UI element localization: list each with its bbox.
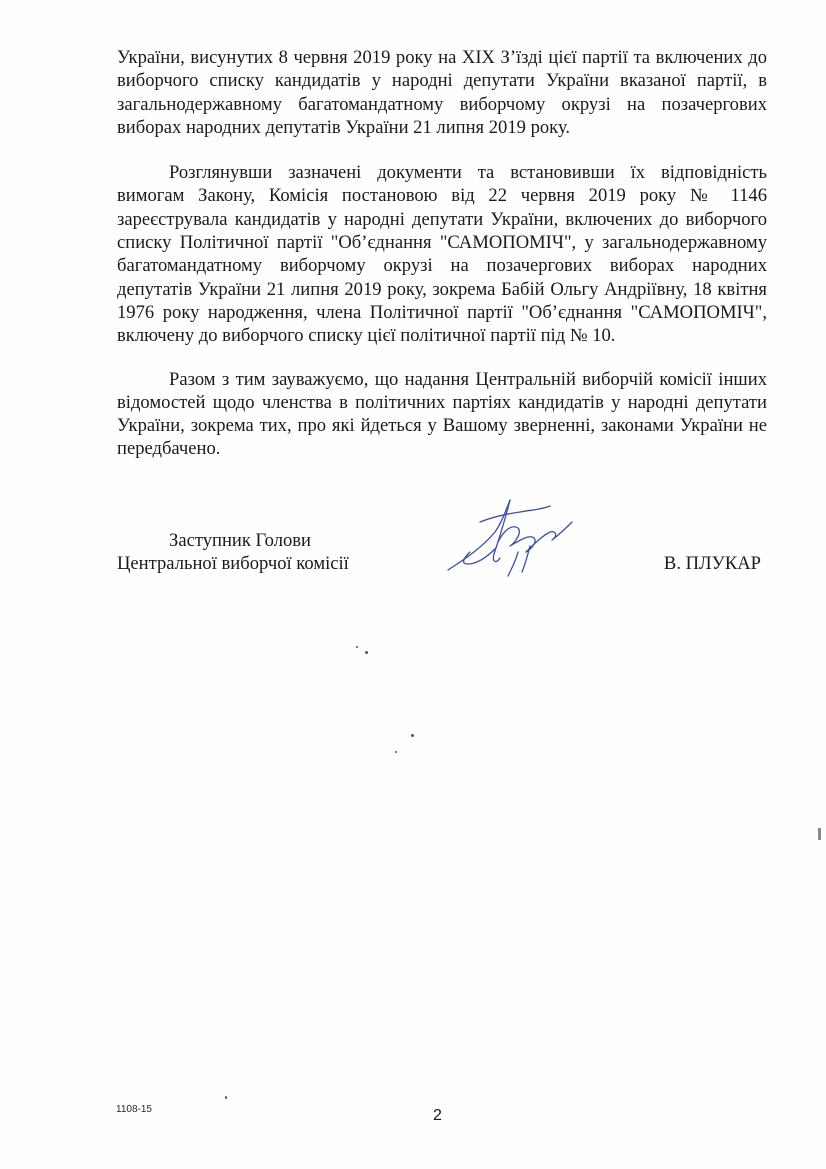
signatory-position-line2: Центральної виборчої комісії: [117, 553, 349, 575]
scan-speck: [395, 751, 397, 753]
document-code: 1108-15: [116, 1104, 152, 1115]
signatory-position: [117, 529, 349, 576]
handwritten-signature: [440, 492, 580, 582]
signatory-position-line1: Заступник Голови: [169, 530, 312, 551]
letter-body: [117, 46, 767, 461]
paragraph-continuation: України, висунутих 8 червня 2019 року на XIX З’їзді цієї партії та включених до виборчого списку кандидатів у народні депутати України вказаної партії, в загальнодержавному багатомандатному виборчому окрузі на позачергових виборах народних депутатів України 21 липня 2019 року.: [117, 47, 767, 138]
paragraph-registration: Розглянувши зазначені документи та встановивши їх відповідність вимогам Закону, Комісія постановою від 22 червня 2019 року № 1146 зареєструвала кандидатів у народні депутати України, включених до виборчого списку Політичної партії "Об’єднання "САМОПОМІЧ", у загальнодержавному багатомандатному виборчому окрузі на позачергових виборах народних депутатів України 21 липня 2019 року, зокрема Бабій Ольгу Андріївну, 18 квітня 1976 року народження, члена Політичної партії "Об’єднання "САМОПОМІЧ", включену до виборчого списку цієї політичної партії під № 10.: [117, 162, 767, 347]
scan-speck: [411, 734, 414, 737]
scan-edge-mark: [818, 828, 821, 840]
scan-speck: [365, 651, 368, 654]
scan-speck: [225, 1096, 227, 1099]
scan-speck: [356, 646, 358, 648]
page-number: 2: [433, 1107, 442, 1124]
paragraph-remark: Разом з тим зауважуємо, що надання Центральній виборчій комісії інших відомостей щодо членства в політичних партіях кандидатів у народні депутати України, зокрема тих, про які йдеться у Вашому зверненні, законами України не передбачено.: [117, 368, 767, 460]
signatory-name: В. ПЛУКАР: [663, 553, 761, 574]
